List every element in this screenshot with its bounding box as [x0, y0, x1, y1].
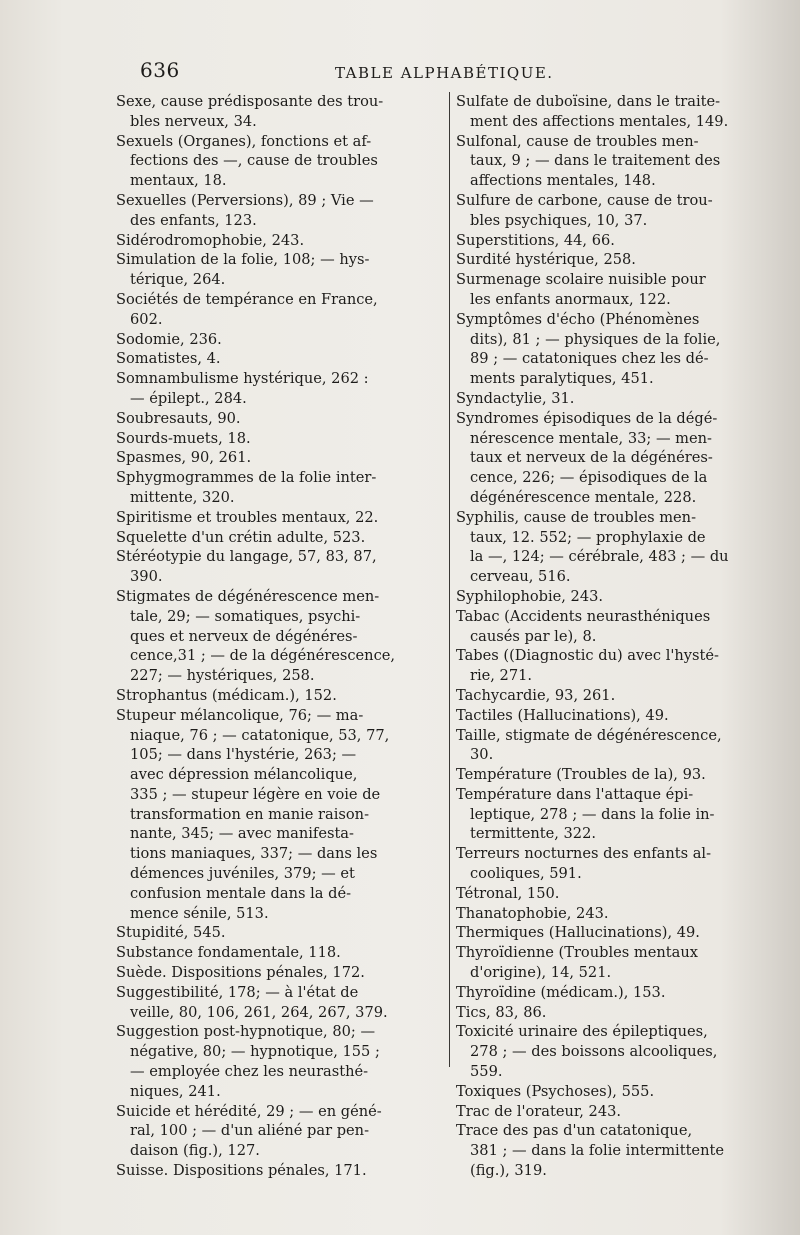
index-entry: Thanatophobie, 243. — [456, 904, 609, 922]
index-entry: Syndromes épisodiques de la dégé- nérescence mentale, 33; — men- taux et nerveux de la dégénéres- cence, 226; — épisodiques de la dégénérescence mentale, 228. — [456, 409, 718, 506]
running-title: TABLE ALPHABÉTIQUE. — [335, 64, 554, 82]
index-entry: Trace des pas d'un catatonique, 381 ; — dans la folie intermittente (fig.), 319. — [456, 1122, 724, 1180]
index-entry: Suggestibilité, 178; — à l'état de veille, 80, 106, 261, 264, 267, 379. — [116, 983, 388, 1021]
page-header — [140, 58, 700, 88]
index-entry: Sulfure de carbone, cause de trou- bles psychiques, 10, 37. — [456, 191, 713, 229]
index-entry: Superstitions, 44, 66. — [456, 231, 615, 249]
index-entry: Suggestion post-hypnotique, 80; — négative, 80; — hypnotique, 155 ; — employée chez les neurasthé- niques, 241. — [116, 1023, 380, 1100]
index-entry: Strophantus (médicam.), 152. — [116, 686, 337, 704]
index-entry: Symptômes d'écho (Phénomènes dits), 81 ; — physiques de la folie, 89 ; — catatoniques chez les dé- ments paralytiques, 451. — [456, 310, 721, 388]
index-entry: Spiritisme et troubles mentaux, 22. — [116, 508, 379, 526]
index-entry: Surmenage scolaire nuisible pour les enfants anormaux, 122. — [456, 271, 706, 308]
index-entry: Stupidité, 545. — [116, 924, 226, 942]
index-entry: Simulation de la folie, 108; — hys- térique, 264. — [116, 251, 370, 289]
index-entry: Sourds-muets, 18. — [116, 429, 251, 447]
index-entry: Température dans l'attaque épi- leptique, 278 ; — dans la folie in- termittente, 322. — [456, 785, 715, 843]
index-entry: Sulfonal, cause de troubles men- taux, 9 ; — dans le traitement des affections mentales, 148. — [456, 132, 721, 190]
index-entry: Stupeur mélancolique, 76; — ma- niaque, 76 ; — catatonique, 53, 77, 105; — dans l'hystérie, 263; — avec dépression mélancolique, 335 ; — stupeur légère en voie de transformation en manie raison- nante, 345; — avec manifesta- tions maniaques, 337; — dans les démences juvéniles, 379; — et confusion mentale dans la dé- mence sénile, 513. — [116, 706, 390, 922]
index-entry: Tabes ((Diagnostic du) avec l'hysté- rie, 271. — [456, 647, 719, 685]
index-entry: Température (Troubles de la), 93. — [456, 766, 706, 784]
index-entry: Stéréotypie du langage, 57, 83, 87, 390. — [116, 548, 377, 586]
index-entry: Surdité hystérique, 258. — [456, 251, 636, 269]
index-entry: Squelette d'un crétin adulte, 523. — [116, 528, 366, 546]
index-entry: Terreurs nocturnes des enfants al- cooliques, 591. — [456, 845, 712, 883]
index-entry: Suicide et hérédité, 29 ; — en géné- ral, 100 ; — d'un aliéné par pen- daison (fig.), 127. — [116, 1102, 382, 1160]
index-entry: Sexe, cause prédisposante des trou- bles nerveux, 34. — [116, 93, 384, 130]
index-entry: Suède. Dispositions pénales, 172. — [116, 964, 365, 982]
index-entry: Sexuels (Organes), fonctions et af- fections des —, cause de troubles mentaux, 18. — [116, 132, 378, 190]
index-entry: Syndactylie, 31. — [456, 389, 575, 407]
index-entry: Sulfate de duboïsine, dans le traite- ment des affections mentales, 149. — [456, 93, 729, 130]
index-entry: Syphilis, cause de troubles men- taux, 12. 552; — prophylaxie de la —, 124; — cérébrale, 483 ; — du cerveau, 516. — [456, 508, 729, 586]
index-entry: Tactiles (Hallucinations), 49. — [456, 706, 669, 724]
index-entry: Toxicité urinaire des épileptiques, 278 ; — des boissons alcooliques, 559. — [456, 1023, 718, 1081]
index-entry: Somatistes, 4. — [116, 350, 221, 368]
index-entry: Taille, stigmate de dégénérescence, 30. — [456, 726, 722, 764]
index-entry: Tétronal, 150. — [456, 884, 560, 902]
index-entry: Thyroïdine (médicam.), 153. — [456, 983, 666, 1001]
page-number: 636 — [140, 58, 180, 82]
column-divider — [449, 92, 450, 1067]
index-column-left — [116, 92, 442, 1181]
index-entry: Sphygmogrammes de la folie inter- mittente, 320. — [116, 469, 377, 506]
index-entry: Thyroïdienne (Troubles mentaux d'origine), 14, 521. — [456, 944, 698, 982]
index-entry: Soubresauts, 90. — [116, 409, 241, 427]
index-entry: Somnambulisme hystérique, 262 : — épilept., 284. — [116, 370, 369, 407]
index-entry: Sexuelles (Perversions), 89 ; Vie — des enfants, 123. — [116, 191, 374, 229]
index-entry: Tachycardie, 93, 261. — [456, 686, 616, 704]
index-entry: Trac de l'orateur, 243. — [456, 1102, 622, 1120]
index-entry: Stigmates de dégénérescence men- tale, 29; — somatiques, psychi- ques et nerveux de dégénéres- cence,31 ; — de la dégénérescence, 227; — hystériques, 258. — [116, 587, 396, 685]
index-entry: Suisse. Dispositions pénales, 171. — [116, 1162, 367, 1180]
index-entry: Sodomie, 236. — [116, 330, 222, 348]
index-entry: Tabac (Accidents neurasthéniques causés par le), 8. — [456, 607, 711, 645]
index-entry: Thermiques (Hallucinations), 49. — [456, 924, 700, 942]
index-entry: Syphilophobie, 243. — [456, 587, 604, 605]
index-entry: Sidérodromophobie, 243. — [116, 231, 305, 249]
index-entry: Tics, 83, 86. — [456, 1003, 547, 1021]
index-entry: Sociétés de tempérance en France, 602. — [116, 290, 378, 328]
index-column-right — [456, 92, 769, 1181]
index-entry: Spasmes, 90, 261. — [116, 449, 252, 467]
index-entry: Substance fondamentale, 118. — [116, 944, 341, 962]
index-entry: Toxiques (Psychoses), 555. — [456, 1082, 655, 1100]
